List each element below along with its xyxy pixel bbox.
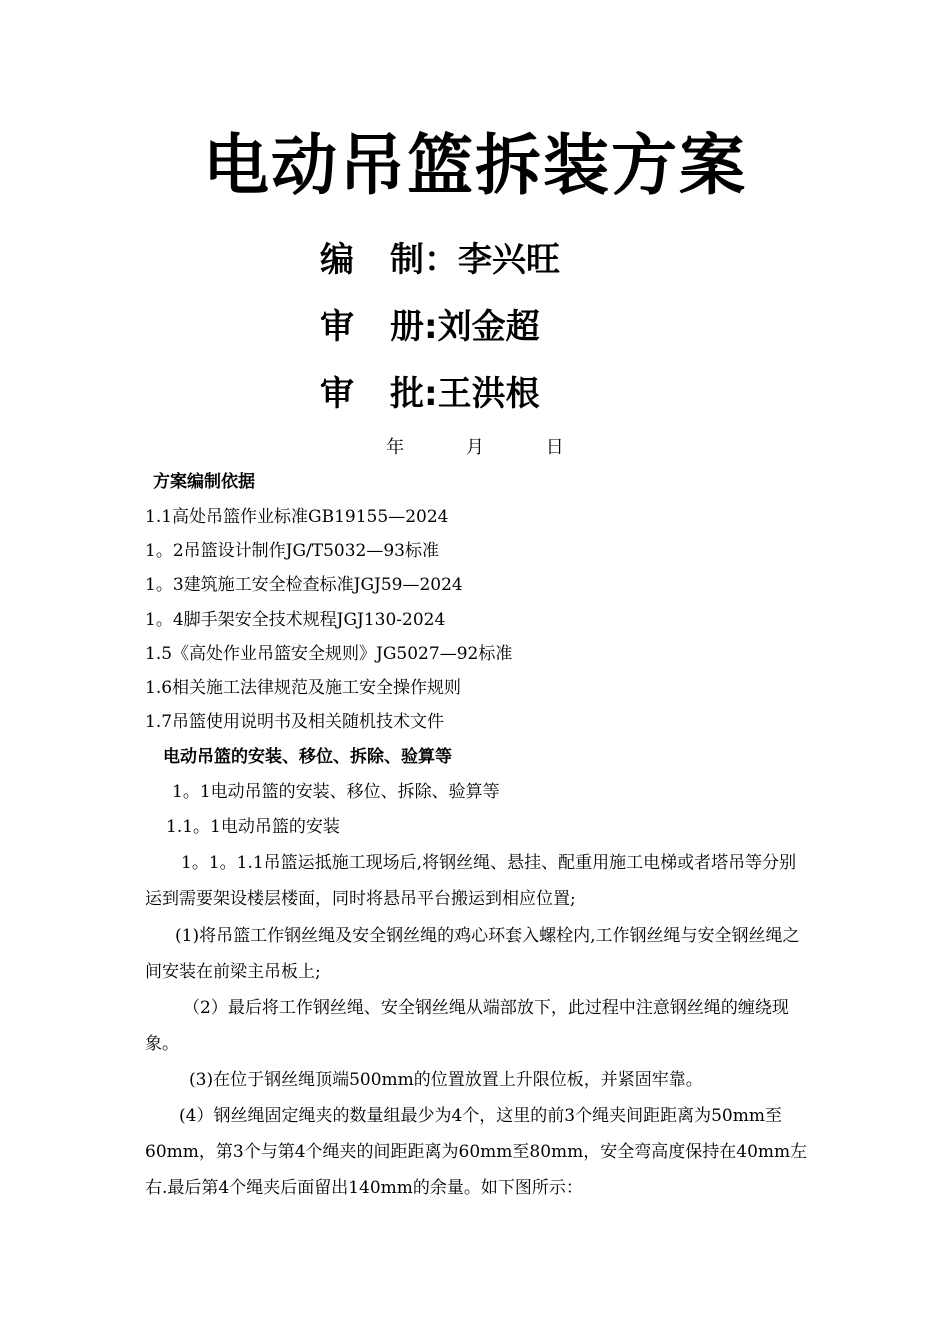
signature-label: 册: xyxy=(390,307,438,347)
body-paragraph: (1)将吊篮工作钢丝绳及安全钢丝绳的鸡心环套入螺栓内,工作钢丝绳与安全钢丝绳之间安装在前梁主吊板上; xyxy=(145,926,800,982)
basis-item: 1。3建筑施工安全检查标准JGJ59—2024 xyxy=(145,575,463,595)
document-title: 电动吊篮拆装方案 xyxy=(203,127,747,204)
signature-name: 王洪根 xyxy=(437,374,540,414)
date-line xyxy=(0,436,950,460)
signature-reviewer xyxy=(320,305,540,349)
body-paragraph: （2）最后将工作钢丝绳、安全钢丝绳从端部放下，此过程中注意钢丝绳的缠绕现象。 xyxy=(145,998,789,1054)
body-paragraph: (4）钢丝绳固定绳夹的数量组最少为4个，这里的前3个绳夹间距距离为50mm至60mm，第3个与第4个绳夹的间距距离为60mm至80mm，安全弯高度保持在40mm左右.最后第4个绳夹后面留出140mm的余量。如下图所示： xyxy=(145,1106,808,1198)
section-heading: 电动吊篮的安装、移位、拆除、验算等 xyxy=(163,747,452,767)
date-month: 月 xyxy=(466,437,484,458)
subsection-heading: 1.1。1电动吊篮的安装 xyxy=(166,817,340,837)
basis-item: 1.1高处吊篮作业标准GB19155—2024 xyxy=(145,507,449,527)
signature-label: 审 xyxy=(320,307,354,347)
signature-compiler xyxy=(320,238,560,282)
signature-approver xyxy=(320,372,540,416)
signature-label: 审 xyxy=(320,374,354,414)
basis-item: 1。2吊篮设计制作JG/T5032—93标准 xyxy=(145,541,439,561)
date-day: 日 xyxy=(545,437,564,458)
basis-item: 1.5《高处作业吊篮安全规则》JG5027—92标准 xyxy=(145,644,513,664)
body-paragraph: 1。1。1.1吊篮运抵施工现场后,将钢丝绳、悬挂、配重用施工电梯或者塔吊等分别运到需要架设楼层楼面，同时将悬吊平台搬运到相应位置; xyxy=(145,853,797,909)
signature-label: 批: xyxy=(390,374,438,414)
signature-name: 刘金超 xyxy=(437,307,540,347)
basis-item: 1.7吊篮使用说明书及相关随机技术文件 xyxy=(145,712,445,732)
basis-heading: 方案编制依据 xyxy=(153,472,255,492)
basis-item: 1.6相关施工法律规范及施工安全操作规则 xyxy=(145,678,462,698)
signature-label: 编 xyxy=(320,240,354,280)
basis-item: 1。4脚手架安全技术规程JGJ130-2024 xyxy=(145,610,446,630)
signature-name: 李兴旺 xyxy=(458,240,560,280)
signature-label: 制： xyxy=(390,240,458,280)
date-year: 年 xyxy=(386,437,405,458)
subsection-heading: 1。1电动吊篮的安装、移位、拆除、验算等 xyxy=(172,782,500,802)
body-paragraph: (3)在位于钢丝绳顶端500mm的位置放置上升限位板，并紧固牢靠。 xyxy=(189,1070,703,1090)
